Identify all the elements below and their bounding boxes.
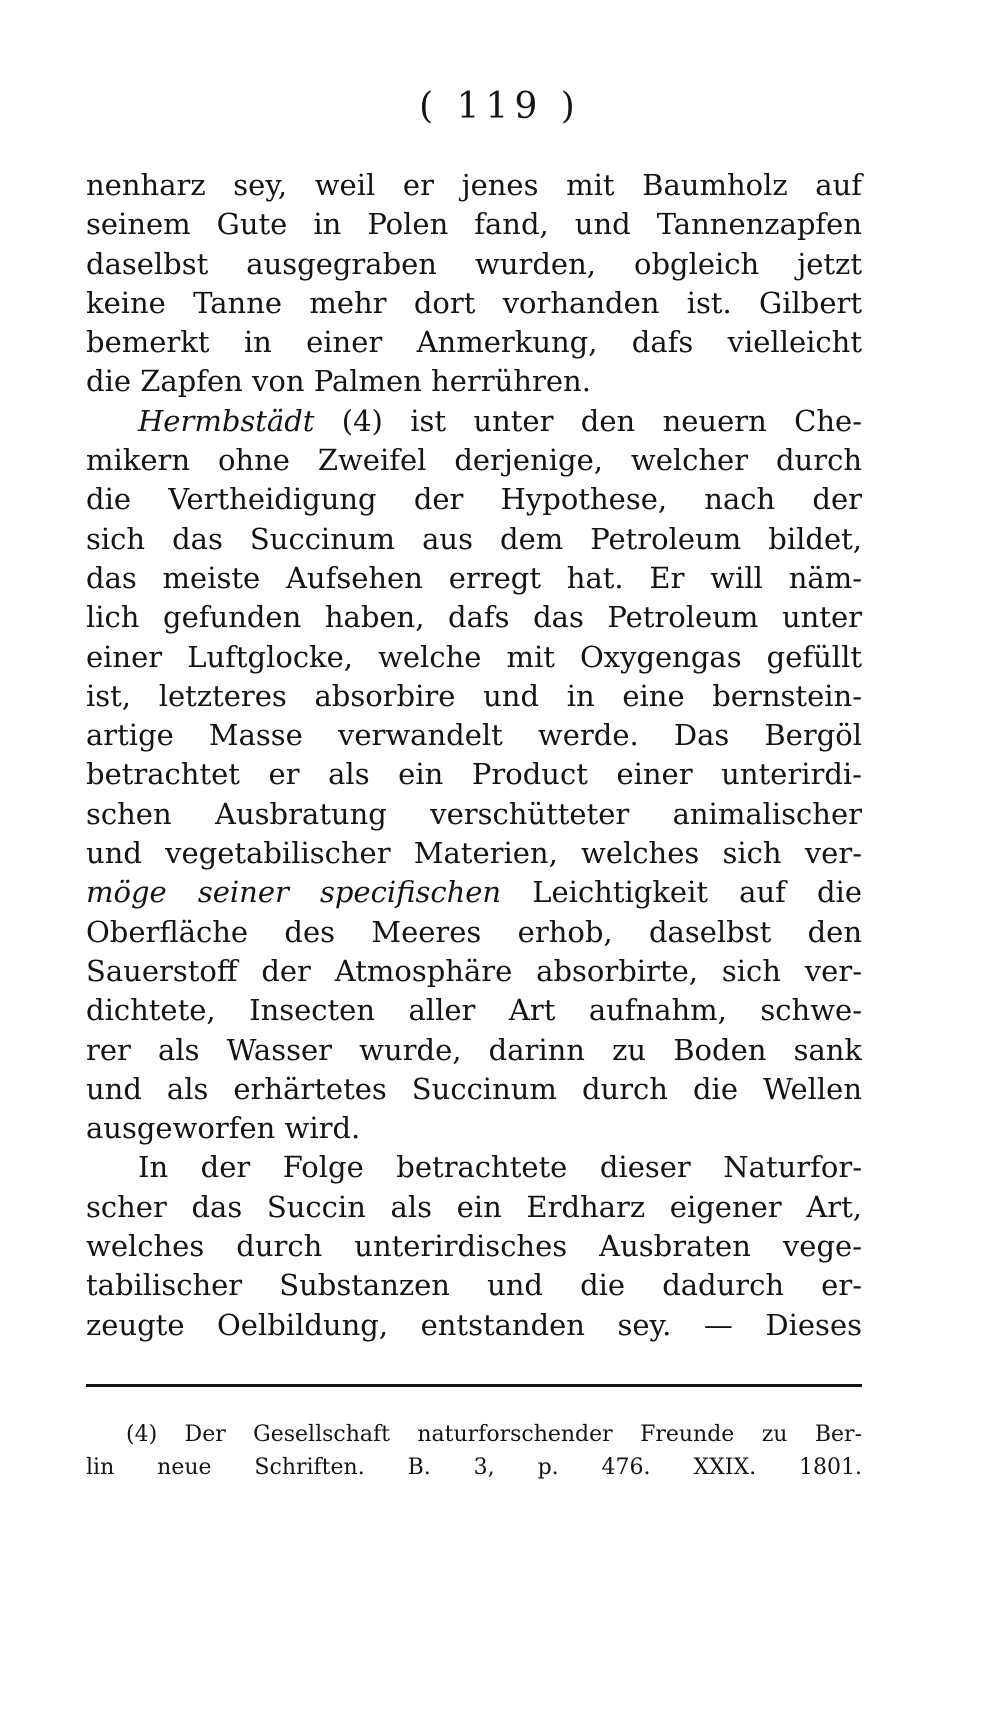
text-line-paragraph-start	[86, 402, 862, 441]
text-line: und vegetabilischer Materien, welches sich ver-	[86, 836, 862, 871]
text-line: Oberfläche des Meeres erhob, daselbst den	[86, 914, 862, 949]
text-line: ist, letzteres absorbire und in eine bernstein-	[86, 678, 862, 713]
footnote-line: (4) Der Gesellschaft naturforschender Freunde zu Ber-	[126, 1422, 862, 1447]
text-line: dichtete, Insecten aller Art aufnahm, schwe-	[86, 993, 862, 1028]
text-line: Sauerstoff der Atmosphäre absorbirte, sich ver-	[86, 953, 862, 988]
text-fragment: Leichtigkeit auf die	[501, 875, 862, 910]
text-line-paragraph-start: In der Folge betrachtete dieser Naturfor-	[138, 1150, 862, 1185]
text-line: bemerkt in einer Anmerkung, dafs vielleicht	[86, 325, 862, 360]
text-line: scher das Succin als ein Erdharz eigener Art,	[86, 1189, 862, 1224]
text-line: schen Ausbratung verschütteter animalischer	[86, 796, 862, 831]
page-number: ( 119 )	[419, 86, 581, 127]
footnote	[86, 1418, 862, 1484]
text-line: betrachtet er als ein Product einer unterirdi-	[86, 757, 862, 792]
body-text	[86, 166, 862, 1345]
text-line: ausgeworfen wird.	[86, 1111, 361, 1146]
text-line: seinem Gute in Polen fand, und Tannenzapfen	[86, 207, 862, 242]
text-fragment-italic: seiner specifischen	[197, 875, 502, 910]
text-line: und als erhärtetes Succinum durch die Wellen	[86, 1071, 862, 1106]
text-line: mikern ohne Zweifel derjenige, welcher durch	[86, 443, 862, 478]
text-line: sich das Succinum aus dem Petroleum bildet,	[86, 521, 862, 556]
text-line: tabilischer Substanzen und die dadurch er-	[86, 1268, 862, 1303]
text-line: welches durch unterirdisches Ausbraten vege-	[86, 1229, 862, 1264]
text-fragment-italic: möge	[86, 875, 198, 910]
text-line: nenharz sey, weil er jenes mit Baumholz auf	[86, 168, 862, 202]
text-line: die Vertheidigung der Hypothese, nach der	[86, 482, 862, 517]
text-line-mixed	[86, 873, 862, 912]
text-line: einer Luftglocke, welche mit Oxygengas gefüllt	[86, 639, 862, 674]
footnote-divider	[86, 1384, 862, 1387]
text-line: die Zapfen von Palmen herrühren.	[86, 364, 591, 399]
text-fragment: (4) ist unter den neuern Che-	[314, 403, 862, 438]
author-name: Hermbstädt	[138, 403, 315, 438]
text-line: das meiste Aufsehen erregt hat. Er will näm-	[86, 560, 862, 595]
text-line: daselbst ausgegraben wurden, obgleich jetzt	[86, 246, 862, 281]
footnote-line: lin neue Schriften. B. 3, p. 476. XXIX. 1801.	[86, 1455, 862, 1480]
text-line: keine Tanne mehr dort vorhanden ist. Gilbert	[86, 285, 862, 320]
text-line: rer als Wasser wurde, darinn zu Boden sank	[86, 1032, 862, 1067]
text-line: artige Masse verwandelt werde. Das Bergöl	[86, 718, 862, 753]
text-line: zeugte Oelbildung, entstanden sey. — Dieses	[86, 1307, 862, 1342]
text-line: lich gefunden haben, dafs das Petroleum unter	[86, 600, 862, 635]
